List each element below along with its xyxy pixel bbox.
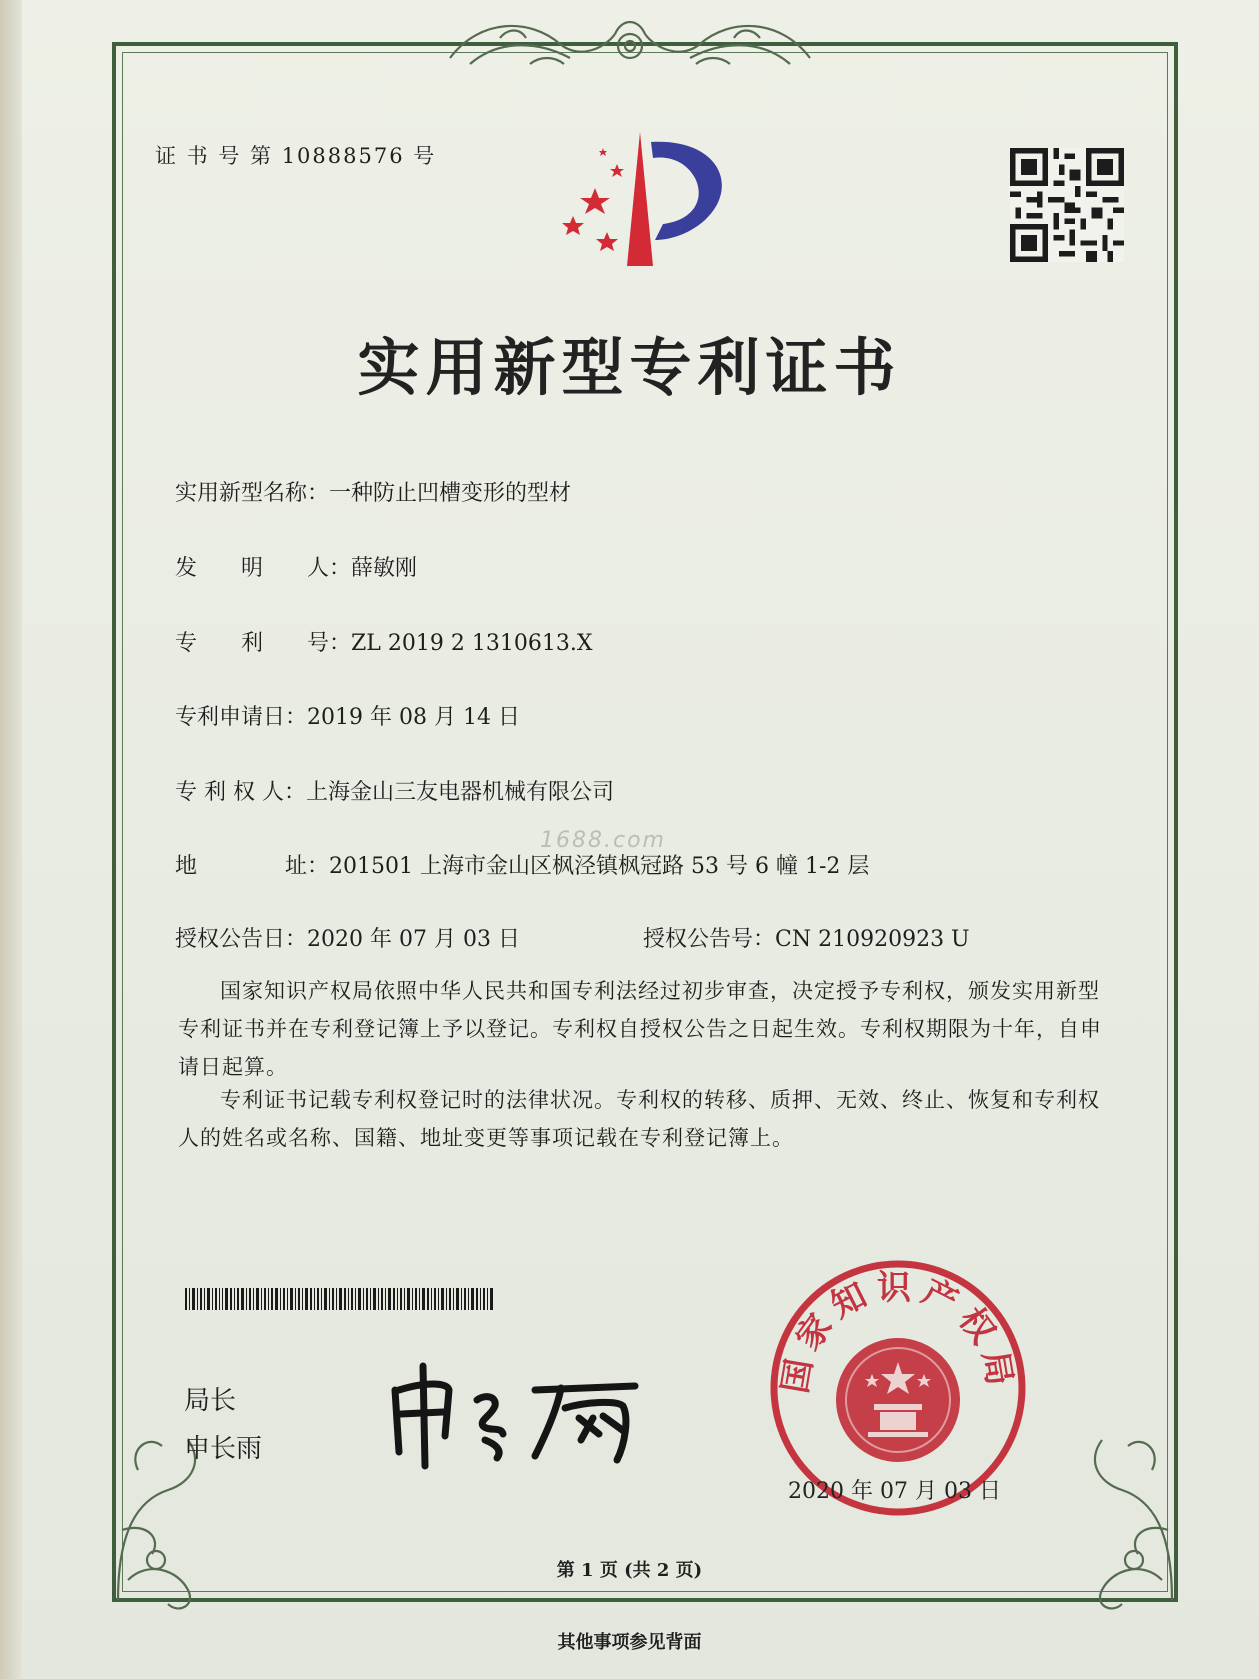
seal-date: 2020 年 07 月 03 日 [788, 1479, 1001, 1504]
filing-date-row [175, 700, 520, 731]
patent-number-row [175, 626, 593, 657]
patentee-value: 上海金山三友电器机械有限公司 [305, 780, 614, 805]
watermark-text: 1688.com [540, 828, 666, 853]
qr-code-icon [1010, 148, 1124, 262]
grant-date-value: 2020 年 07 月 03 日 [307, 927, 520, 952]
certificate-number: 证 书 号 第 10888576 号 [155, 144, 437, 168]
filing-date-value: 2019 年 08 月 14 日 [307, 705, 520, 730]
address-row [175, 849, 869, 880]
grant-number-row [643, 922, 970, 953]
director-title: 局长 [184, 1386, 237, 1416]
utility-model-name-label: 实用新型名称： [175, 481, 330, 506]
top-ornament-icon [440, 8, 820, 74]
back-page-note: 其他事项参见背面 [557, 1632, 702, 1653]
paragraph-legal-status: 专利证书记载专利权登记时的法律状况。专利权的转移、质押、无效、终止、恢复和专利权人的姓名或名称、国籍、地址变更等事项记载在专利登记簿上。 [178, 1088, 1100, 1150]
filing-date-label: 专利申请日： [175, 705, 308, 730]
patent-number-label: 专 利 号： [175, 631, 352, 656]
grant-number-value: CN 210920923 U [775, 927, 970, 952]
utility-model-name-value: 一种防止凹槽变形的型材 [329, 481, 572, 506]
patentee-label: 专 利 权 人： [175, 780, 306, 805]
inventor-row [175, 551, 417, 582]
utility-model-name-row [175, 476, 571, 507]
address-value: 201501 上海市金山区枫泾镇枫冠路 53 号 6 幢 1-2 层 [329, 854, 870, 879]
address-label: 地 址： [175, 854, 330, 879]
patentee-row [175, 775, 614, 806]
director-signature-icon [385, 1360, 655, 1470]
cnipa-logo-icon [555, 128, 745, 270]
seal-arc-text: 国家知识产权局 [775, 1268, 1021, 1397]
grant-date-label: 授权公告日： [175, 927, 308, 952]
inventor-value: 薛敏刚 [351, 556, 418, 581]
certificate-title: 实用新型专利证书 [357, 331, 902, 404]
grant-date-row [175, 922, 520, 953]
grant-number-label: 授权公告号： [643, 927, 776, 952]
paper-edge [0, 0, 22, 1679]
barcode-icon [185, 1288, 495, 1310]
director-name: 申长雨 [184, 1434, 263, 1464]
page-indicator: 第 1 页 (共 2 页) [556, 1560, 703, 1581]
inventor-label: 发 明 人： [175, 556, 352, 581]
patent-number-value: ZL 2019 2 1310613.X [351, 631, 593, 656]
paragraph-grant-statement: 国家知识产权局依照中华人民共和国专利法经过初步审查，决定授予专利权，颁发实用新型专利证书并在专利登记簿上予以登记。专利权自授权公告之日起生效。专利权期限为十年，自申请日起算。 [178, 979, 1102, 1079]
